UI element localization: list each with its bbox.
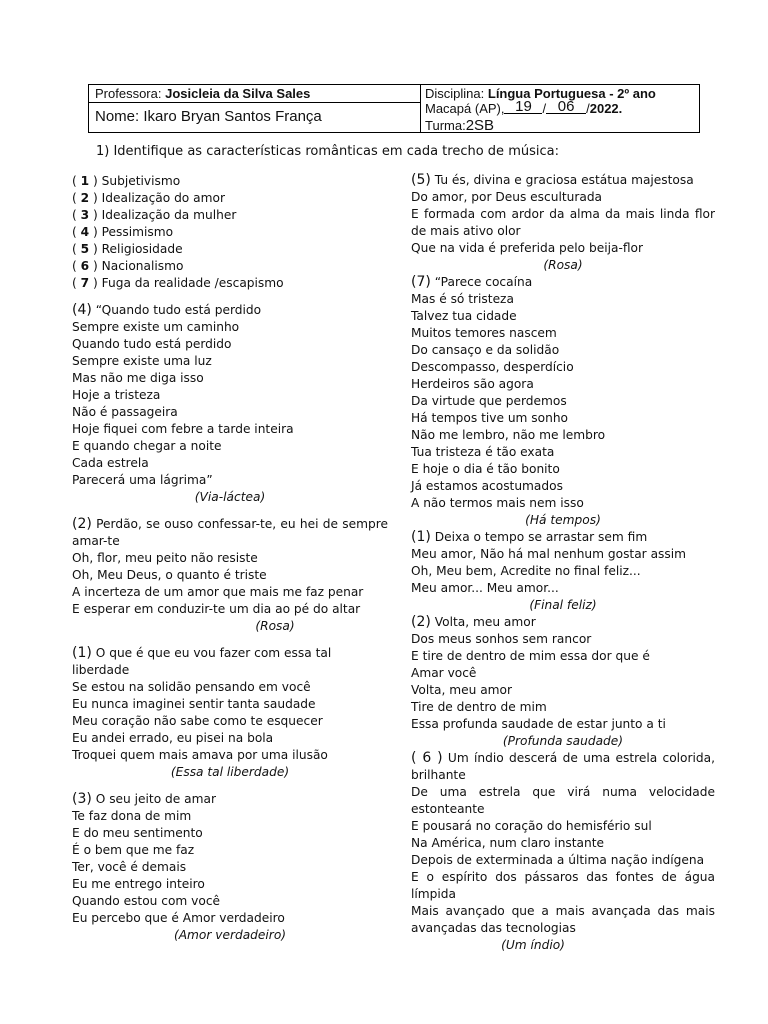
- excerpt-line: E o espírito dos pássaros das fontes de água límpida: [411, 870, 715, 901]
- class-field: [425, 117, 494, 134]
- excerpt-via-lactea: (4) “Quando tudo está perdido Sempre existe um caminho Quando tudo está perdido Sempre existe uma luz Mas não me diga isso Hoje a tristeza Não é passageira Hoje fiquei com febre a tarde inteira E quando chegar a noite Cada estrela Parecerá uma lágrima” (Via-láctea): [72, 302, 388, 506]
- excerpt-line: E do meu sentimento: [72, 826, 203, 840]
- excerpt-source: (Profunda saudade): [502, 734, 624, 748]
- excerpt-line: Oh, Meu bem, Acredite no final feliz...: [411, 564, 641, 578]
- option-label: Idealização do amor: [101, 191, 225, 205]
- option-number: 5: [80, 242, 90, 256]
- excerpt-source: (Um índio): [501, 938, 565, 952]
- excerpt-answer: 2: [77, 516, 87, 532]
- excerpt-line: Eu me entrego inteiro: [72, 877, 205, 891]
- excerpt-line: Quando tudo está perdido: [72, 337, 232, 351]
- excerpt-rosa-divina: (5) Tu és, divina e graciosa estátua majestosa Do amor, por Deus esculturada E formada com ardor da alma da mais linda flor de mais ativo olor Que na vida é preferida pelo beija-flor (Rosa): [411, 172, 715, 272]
- excerpt-line: Oh, Meu Deus, o quanto é triste: [72, 568, 267, 582]
- excerpt-line: “Parece cocaína: [434, 275, 533, 289]
- excerpt-answer: 6: [422, 750, 432, 766]
- header-divider-horizontal: [89, 102, 420, 103]
- excerpt-line: Volta, meu amor: [434, 615, 536, 629]
- option-label: Pessimismo: [101, 225, 174, 239]
- excerpt-amor-verdadeiro: (3) O seu jeito de amar Te faz dona de mim E do meu sentimento É o bem que me faz Ter, você é demais Eu me entrego inteiro Quando estou com você Eu percebo que é Amor verdadeiro (Amor verdadeiro): [72, 791, 388, 944]
- excerpt-line: Volta, meu amor: [411, 683, 513, 697]
- excerpt-line: Mais avançado que a mais avançada das mais avançadas das tecnologias: [411, 904, 715, 935]
- excerpt-line: Se estou na solidão pensando em você: [72, 680, 311, 694]
- teacher-field: [95, 86, 310, 101]
- excerpt-essa-tal-liberdade: (1) O que é que eu vou fazer com essa tal liberdade Se estou na solidão pensando em você Eu nunca imaginei sentir tanta saudade Meu coração não sabe como te esquecer Eu andei errado, eu pisei na bola Troquei quem mais amava por uma ilusão (Essa tal liberdade): [72, 645, 388, 781]
- excerpt-line: Ter, você é demais: [72, 860, 187, 874]
- excerpt-line: E formada com ardor da alma da mais linda flor de mais ativo olor: [411, 207, 715, 238]
- excerpt-line: Muitos temores nascem: [411, 326, 557, 340]
- excerpt-line: Hoje a tristeza: [72, 388, 161, 402]
- student-name: Ikaro Bryan Santos França: [143, 108, 322, 125]
- excerpt-line: E tire de dentro de mim essa dor que é: [411, 649, 650, 663]
- excerpt-line: Descompasso, desperdício: [411, 360, 574, 374]
- excerpt-line: Herdeiros são agora: [411, 377, 534, 391]
- excerpt-line: Já estamos acostumados: [411, 479, 563, 493]
- excerpt-line: Mas não me diga isso: [72, 371, 204, 385]
- option-number: 7: [80, 276, 90, 290]
- option-label: Nacionalismo: [101, 259, 184, 273]
- excerpt-line: Cada estrela: [72, 456, 149, 470]
- option-label: Subjetivismo: [101, 174, 181, 188]
- excerpt-source: (Rosa): [543, 258, 583, 272]
- excerpt-line: Eu andei errado, eu pisei na bola: [72, 731, 274, 745]
- option-number: 1: [80, 174, 90, 188]
- excerpt-line: Tua tristeza é tão exata: [411, 445, 555, 459]
- excerpt-line: Da virtude que perdemos: [411, 394, 567, 408]
- excerpt-line: Oh, flor, meu peito não resiste: [72, 551, 258, 565]
- excerpt-line: Talvez tua cidade: [411, 309, 517, 323]
- excerpt-line: Troquei quem mais amava por uma ilusão: [72, 748, 328, 762]
- excerpt-answer: 3: [77, 791, 87, 807]
- date-separator: /: [586, 101, 590, 116]
- excerpt-line: Parecerá uma lágrima”: [72, 473, 213, 487]
- excerpt-line: Te faz dona de mim: [72, 809, 192, 823]
- excerpt-line: A incerteza de um amor que mais me faz penar: [72, 585, 364, 599]
- date-field: [425, 98, 623, 116]
- excerpt-line: O seu jeito de amar: [95, 792, 216, 806]
- excerpt-answer: 5: [416, 172, 426, 188]
- class-label: Turma:: [425, 118, 466, 133]
- excerpt-source: (Essa tal liberdade): [170, 765, 290, 779]
- student-label: Nome:: [95, 108, 140, 125]
- excerpt-line: Que na vida é preferida pelo beija-flor: [411, 241, 644, 255]
- excerpt-source: (Amor verdadeiro): [173, 928, 287, 942]
- excerpt-line: Dos meus sonhos sem rancor: [411, 632, 592, 646]
- excerpt-answer: 2: [416, 614, 426, 630]
- excerpt-line: Meu amor, Não há mal nenhum gostar assim: [411, 547, 686, 561]
- teacher-name: Josicleia da Silva Sales: [165, 86, 311, 101]
- excerpt-line: Deixa o tempo se arrastar sem fim: [434, 530, 648, 544]
- right-column: [411, 172, 715, 954]
- header-table: [88, 84, 700, 133]
- excerpt-line: Essa profunda saudade de estar junto a ti: [411, 717, 666, 731]
- option-item: ( 5 ) Religiosidade: [72, 242, 183, 256]
- option-item: ( 1 ) Subjetivismo: [72, 174, 181, 188]
- excerpt-line: E hoje o dia é tão bonito: [411, 462, 560, 476]
- excerpt-final-feliz: (1) Deixa o tempo se arrastar sem fim Meu amor, Não há mal nenhum gostar assim Oh, Meu bem, Acredite no final feliz... Meu amor... Meu amor... (Final feliz): [411, 529, 715, 614]
- excerpt-ha-tempos: (7) “Parece cocaína Mas é só tristeza Talvez tua cidade Muitos temores nascem Do cansaço e da solidão Descompasso, desperdício Herdeiros são agora Da virtude que perdemos Há tempos tive um sonho Não me lembro, não me lembro Tua tristeza é tão exata E hoje o dia é tão bonito Já estamos acostumados A não termos mais nem isso (Há tempos): [411, 274, 715, 529]
- class-value: 2SB: [465, 117, 495, 134]
- excerpt-line: Quando estou com você: [72, 894, 221, 908]
- excerpt-line: Tu és, divina e graciosa estátua majestosa: [434, 173, 694, 187]
- excerpt-line: E esperar em conduzir-te um dia ao pé do altar: [72, 602, 361, 616]
- subject-label: Disciplina:: [425, 86, 485, 101]
- excerpt-line: E pousará no coração do hemisfério sul: [411, 819, 652, 833]
- excerpt-source: (Há tempos): [525, 513, 601, 527]
- option-number: 3: [80, 208, 90, 222]
- excerpt-line: E quando chegar a noite: [72, 439, 222, 453]
- subject-value: Língua Portuguesa - 2º ano: [487, 86, 656, 101]
- option-label: Religiosidade: [101, 242, 183, 256]
- option-number: 2: [80, 191, 90, 205]
- excerpt-line: Eu percebo que é Amor verdadeiro: [72, 911, 285, 925]
- excerpt-answer: 7: [416, 274, 426, 290]
- excerpt-line: Sempre existe um caminho: [72, 320, 240, 334]
- subject-field: [425, 86, 656, 101]
- date-month: 06: [546, 100, 586, 114]
- excerpt-source: (Rosa): [255, 619, 295, 633]
- excerpt-line: Meu amor... Meu amor...: [411, 581, 559, 595]
- question-text: 1) Identifique as características românticas em cada trecho de música:: [96, 144, 559, 159]
- option-item: ( 6 ) Nacionalismo: [72, 259, 184, 273]
- excerpt-line: Na América, num claro instante: [411, 836, 605, 850]
- option-label: Fuga da realidade /escapismo: [101, 276, 284, 290]
- excerpt-line: Sempre existe uma luz: [72, 354, 212, 368]
- excerpt-line: Do amor, por Deus esculturada: [411, 190, 603, 204]
- excerpt-line: Há tempos tive um sonho: [411, 411, 569, 425]
- excerpt-line: O que é que eu vou fazer com essa tal liberdade: [72, 646, 332, 677]
- place-label: Macapá (AP),: [425, 101, 505, 116]
- excerpt-answer: 4: [77, 302, 87, 318]
- student-field: [95, 108, 322, 125]
- excerpt-line: Do cansaço e da solidão: [411, 343, 560, 357]
- option-label: Idealização da mulher: [101, 208, 237, 222]
- option-item: ( 4 ) Pessimismo: [72, 225, 174, 239]
- excerpt-line: A não termos mais nem isso: [411, 496, 584, 510]
- excerpt-line: Depois de exterminada a última nação indígena: [411, 853, 705, 867]
- excerpt-answer: 1: [77, 645, 87, 661]
- excerpt-line: Não me lembro, não me lembro: [411, 428, 606, 442]
- excerpt-line: Perdão, se ouso confessar-te, eu hei de sempre amar-te: [72, 517, 389, 548]
- excerpt-source: (Via-láctea): [194, 490, 266, 504]
- option-number: 6: [80, 259, 90, 273]
- date-year: 2022.: [589, 101, 623, 116]
- date-day: 19: [504, 100, 542, 114]
- excerpt-line: Meu coração não sabe como te esquecer: [72, 714, 323, 728]
- option-item: ( 7 ) Fuga da realidade /escapismo: [72, 276, 284, 290]
- excerpt-line: Mas é só tristeza: [411, 292, 514, 306]
- option-item: ( 3 ) Idealização da mulher: [72, 208, 237, 222]
- excerpt-profunda-saudade: (2) Volta, meu amor Dos meus sonhos sem rancor E tire de dentro de mim essa dor que é Amar você Volta, meu amor Tire de dentro de mim Essa profunda saudade de estar junto a ti (Profunda saudade): [411, 614, 715, 750]
- excerpt-line: Hoje fiquei com febre a tarde inteira: [72, 422, 294, 436]
- option-number: 4: [80, 225, 90, 239]
- excerpt-um-indio: ( 6 ) Um índio descerá de uma estrela colorida, brilhante De uma estrela que virá numa velocidade estonteante E pousará no coração do hemisfério sul Na América, num claro instante Depois de exterminada a última nação indígena E o espírito dos pássaros das fontes de água límpida Mais avançado que a mais avançada das mais avançadas das tecnologias (Um índio): [411, 750, 715, 952]
- left-column: [72, 173, 388, 944]
- excerpt-line: De uma estrela que virá numa velocidade estonteante: [411, 785, 715, 816]
- excerpt-line: Amar você: [411, 666, 477, 680]
- excerpt-line: Tire de dentro de mim: [411, 700, 547, 714]
- date-separator: /: [542, 101, 547, 116]
- header-divider-vertical: [420, 85, 421, 132]
- excerpt-line: Não é passageira: [72, 405, 178, 419]
- excerpt-answer: 1: [416, 529, 426, 545]
- excerpt-rosa-perdao: (2) Perdão, se ouso confessar-te, eu hei de sempre amar-te Oh, flor, meu peito não resiste Oh, Meu Deus, o quanto é triste A incerteza de um amor que mais me faz penar E esperar em conduzir-te um dia ao pé do altar (Rosa): [72, 516, 389, 633]
- excerpt-line: É o bem que me faz: [72, 843, 195, 857]
- excerpt-line: Eu nunca imaginei sentir tanta saudade: [72, 697, 316, 711]
- excerpt-line: “Quando tudo está perdido: [95, 303, 262, 317]
- option-item: ( 2 ) Idealização do amor: [72, 191, 225, 205]
- teacher-label: Professora:: [95, 86, 162, 101]
- excerpt-source: (Final feliz): [529, 598, 597, 612]
- excerpt-line: Um índio descerá de uma estrela colorida, brilhante: [411, 751, 715, 782]
